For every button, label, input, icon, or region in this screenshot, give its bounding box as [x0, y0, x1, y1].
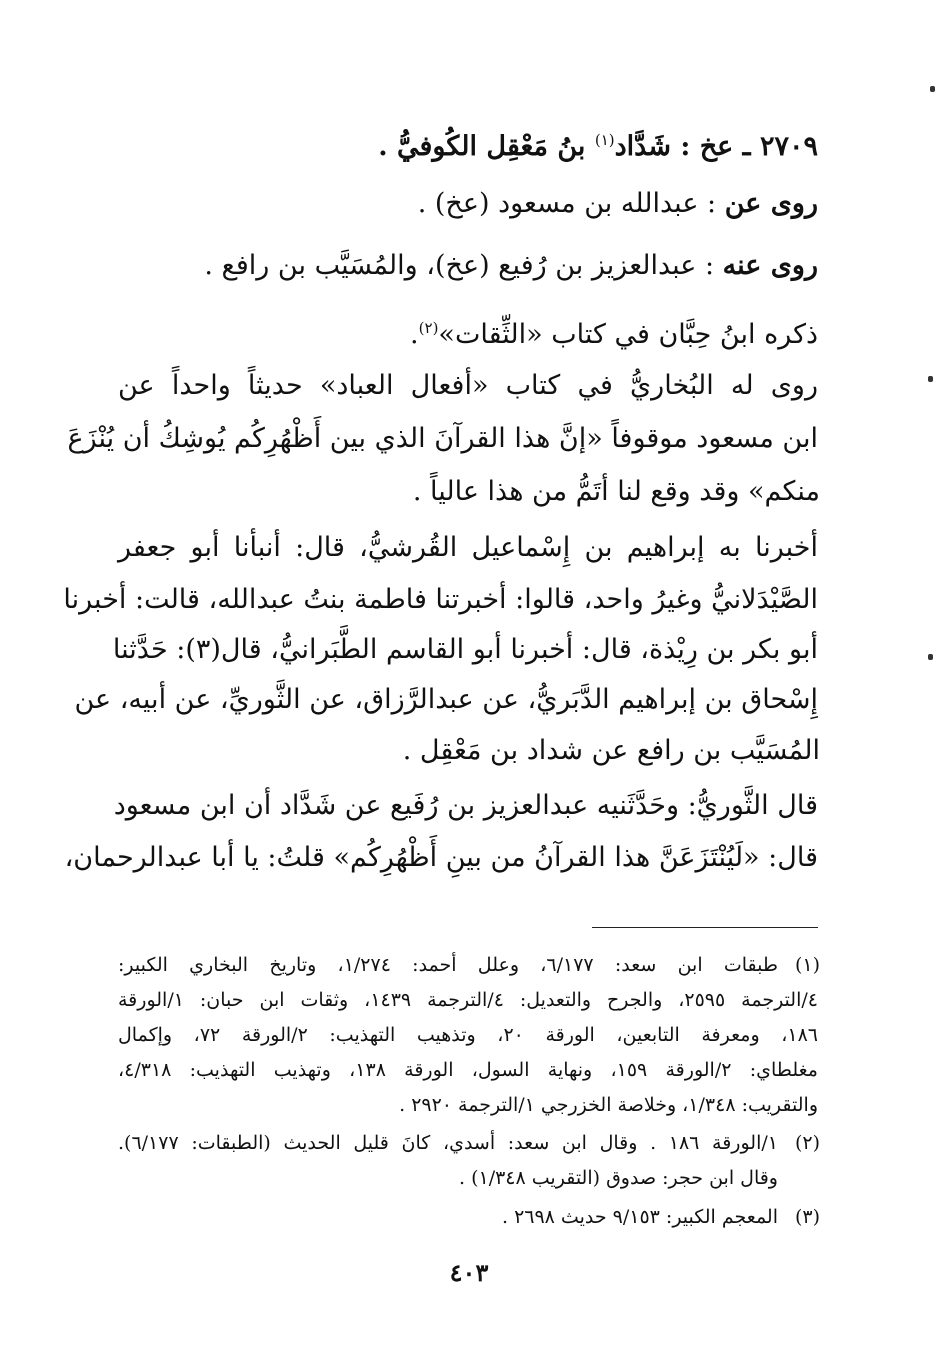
paragraph2-line: أبو بكر بن رِيْذة، قال: أخبرنا أبو القاسم الطَّبَرانيُّ، قال(٣): حَدَّثنا: [112, 634, 818, 665]
footnote-divider: [592, 927, 818, 928]
paragraph1-line: روى له البُخاريُّ في كتاب «أفعال العباد» حديثاً واحداً عن: [118, 370, 818, 401]
narrated-by-line: [204, 246, 818, 286]
footnote-line: طبقات ابن سعد: ٦/١٧٧، وعلل أحمد: ١/٢٧٤، وتاريخ البخاري الكبير:: [118, 954, 779, 976]
footnote-marker: (١): [794, 954, 820, 976]
paragraph2-line: الصَّيْدَلانيُّ وغيرُ واحد، قالوا: أخبرتنا فاطمة بنتُ عبدالله، قالت: أخبرنا: [63, 584, 818, 615]
footnote-line: المعجم الكبير: ٩/١٥٣ حديث ٢٦٩٨ .: [501, 1206, 778, 1228]
footnote-line: والتقريب: ١/٣٤٨، وخلاصة الخزرجي ١/الترجمة ٢٩٢٠ .: [399, 1094, 818, 1116]
footnote-line: ١٨٦، ومعرفة التابعين، الورقة ٢٠، وتذهيب التهذيب: ٢/الورقة ٧٢، وإكمال: [118, 1024, 818, 1046]
entry-name-rest: بنُ مَعْقِل الكُوفيُّ .: [378, 131, 595, 162]
narrated-by-text: : عبدالعزيز بن رُفيع (عخ)، والمُسَيَّب بن رافع .: [204, 250, 715, 281]
footnote-marker: (٣): [794, 1206, 820, 1228]
paragraph2-line: أخبرنا به إبراهيم بن إِسْماعيل القُرشيُّ، قال: أنبأنا أبو جعفر: [118, 532, 818, 563]
footnote-line: ٤/الترجمة ٢٥٩٥، والجرح والتعديل: ٤/الترجمة ١٤٣٩، وثقات ابن حبان: ١/الورقة: [118, 989, 818, 1011]
narrated-from-line: [418, 184, 818, 224]
footnote-line: مغلطاي: ٢/الورقة ١٥٩، ونهاية السول، الورقة ١٣٨، وتهذيب التهذيب: ٤/٣١٨،: [118, 1059, 818, 1081]
narrated-from-label: روى عن: [724, 188, 818, 219]
paragraph1-line: ابن مسعود موقوفاً «إنَّ هذا القرآنَ الذي بين أَظْهُرِكُم يُوشِكُ أن يُنْزَعَ: [67, 423, 818, 454]
scan-speck: [928, 376, 933, 382]
narrated-by-label: روى عنه: [722, 250, 818, 281]
entry-name-start: ـ عخ : شَدَّاد: [614, 131, 751, 162]
scan-speck: [930, 86, 935, 92]
footnote-ref-1: (١): [594, 131, 615, 149]
footnote-ref-2: (٢): [418, 319, 439, 337]
page-number: ٤٠٣: [449, 1258, 489, 1287]
entry-heading: [378, 120, 818, 167]
thiqat-line: [410, 308, 818, 355]
thiqat-text: ذكره ابنُ حِبَّان في كتاب «الثِّقات»: [438, 319, 818, 350]
narrated-from-text: : عبدالله بن مسعود (عخ) .: [417, 188, 717, 219]
footnote-marker: (٢): [794, 1132, 820, 1154]
paragraph2-line: المُسَيَّب بن رافع عن شداد بن مَعْقِل .: [402, 735, 820, 766]
thiqat-end: .: [410, 319, 419, 350]
paragraph2-line: إِسْحاق بن إبراهيم الدَّبَريُّ، عن عبدالرَّزاق، عن الثَّوريِّ، عن أبيه، عن: [74, 684, 818, 715]
entry-number: ٢٧٠٩: [759, 131, 818, 162]
paragraph3-line: قال: «لَيُنْتَزَعَنَّ هذا القرآنُ من بينِ أَظْهُرِكُم» قلتُ: يا أبا عبدالرحمان،: [64, 842, 818, 873]
scan-speck: [928, 654, 933, 660]
footnote-line: وقال ابن حجر: صدوق (التقريب ١/٣٤٨) .: [459, 1167, 778, 1189]
footnote-line: ١/الورقة ١٨٦ . وقال ابن سعد: أسدي، كانَ قليل الحديث (الطبقات: ٦/١٧٧).: [118, 1132, 778, 1154]
paragraph3-line: قال الثَّوريُّ: وحَدَّثَنيه عبدالعزيز بن رُفَيع عن شَدَّاد أن ابن مسعود: [113, 790, 818, 821]
paragraph1-line: منكم» وقد وقع لنا أتَمُّ من هذا عالياً .: [412, 476, 820, 507]
